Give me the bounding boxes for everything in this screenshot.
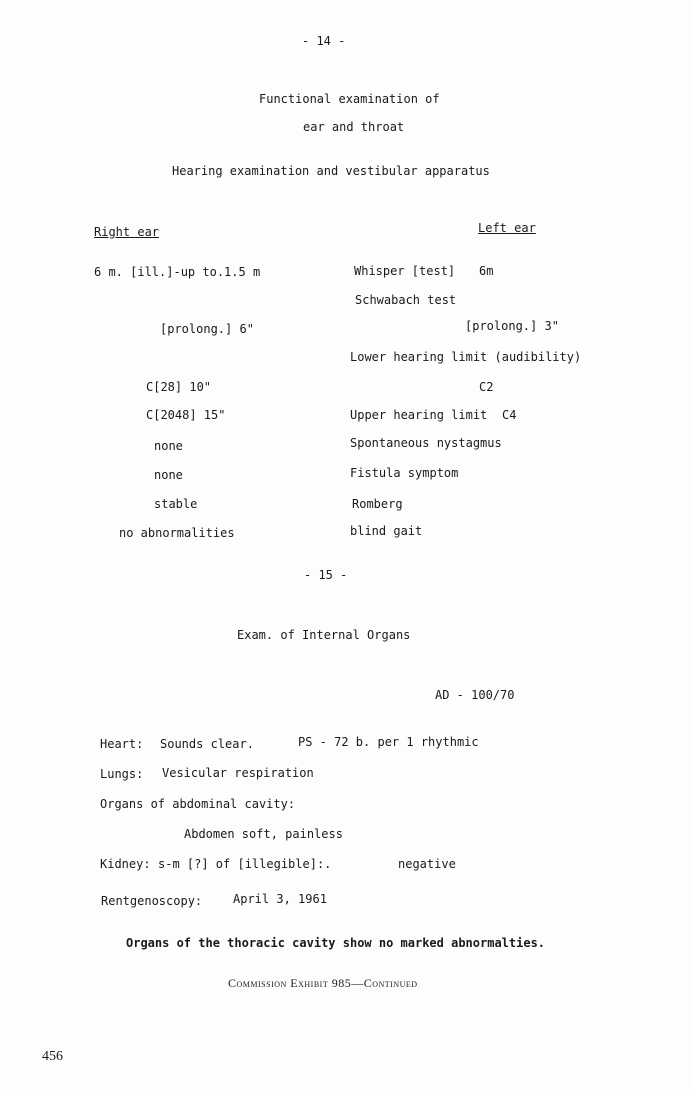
kidney-label: Kidney: — [100, 857, 151, 871]
right-ear-value: stable — [154, 497, 198, 511]
heart-text: Sounds clear. — [160, 737, 254, 751]
page-number-15: - 15 - — [304, 568, 348, 582]
lungs-text: Vesicular respiration — [162, 766, 314, 780]
rentgen-label: Rentgenoscopy: — [101, 894, 203, 908]
section-title: Exam. of Internal Organs — [237, 628, 411, 642]
right-ear-value: none — [154, 439, 183, 453]
kidney-text: s-m [?] of [illegible]:. — [158, 857, 332, 871]
section-title-line2: ear and throat — [303, 120, 405, 134]
section-title-line1: Functional examination of — [259, 92, 440, 106]
test-name: Schwabach test — [355, 293, 457, 307]
right-ear-value: no abnormalities — [119, 526, 235, 540]
right-ear-value: 6 m. [ill.]-up to.1.5 m — [94, 265, 261, 279]
blood-pressure: AD - 100/70 — [435, 688, 515, 702]
abdominal-label: Organs of abdominal cavity: — [100, 797, 296, 811]
thoracic-finding: Organs of the thoracic cavity show no marked abnormalties. — [126, 936, 546, 950]
test-name: Upper hearing limit — [350, 408, 488, 422]
right-ear-value: none — [154, 468, 183, 482]
test-name: Fistula symptom — [350, 466, 459, 480]
kidney-result: negative — [398, 857, 456, 871]
right-ear-value: C[28] 10" — [146, 380, 212, 394]
test-name: Whisper [test] — [354, 264, 456, 278]
right-ear-header: Right ear — [94, 225, 160, 239]
rentgen-date: April 3, 1961 — [233, 892, 327, 906]
abdominal-text: Abdomen soft, painless — [184, 827, 343, 841]
test-name: blind gait — [350, 524, 423, 538]
left-ear-value: [prolong.] 3" — [465, 319, 559, 333]
left-ear-value: C4 — [502, 408, 517, 422]
left-ear-value: 6m — [479, 264, 494, 278]
page-number-14: - 14 - — [302, 34, 346, 48]
left-ear-header: Left ear — [478, 221, 536, 235]
page-number-footer: 456 — [42, 1049, 63, 1064]
exhibit-caption: Commission Exhibit 985—Continued — [228, 976, 418, 990]
left-ear-value: C2 — [479, 380, 494, 394]
test-name: Lower hearing limit (audibility) — [350, 350, 582, 364]
test-name: Romberg — [352, 497, 403, 511]
section-subtitle: Hearing examination and vestibular apparatus — [172, 164, 490, 178]
right-ear-value: C[2048] 15" — [146, 408, 226, 422]
right-ear-value: [prolong.] 6" — [160, 322, 254, 336]
test-name: Spontaneous nystagmus — [350, 436, 502, 450]
heart-pulse: PS - 72 b. per 1 rhythmic — [298, 735, 479, 749]
heart-label: Heart: — [100, 737, 144, 751]
lungs-label: Lungs: — [100, 767, 144, 781]
